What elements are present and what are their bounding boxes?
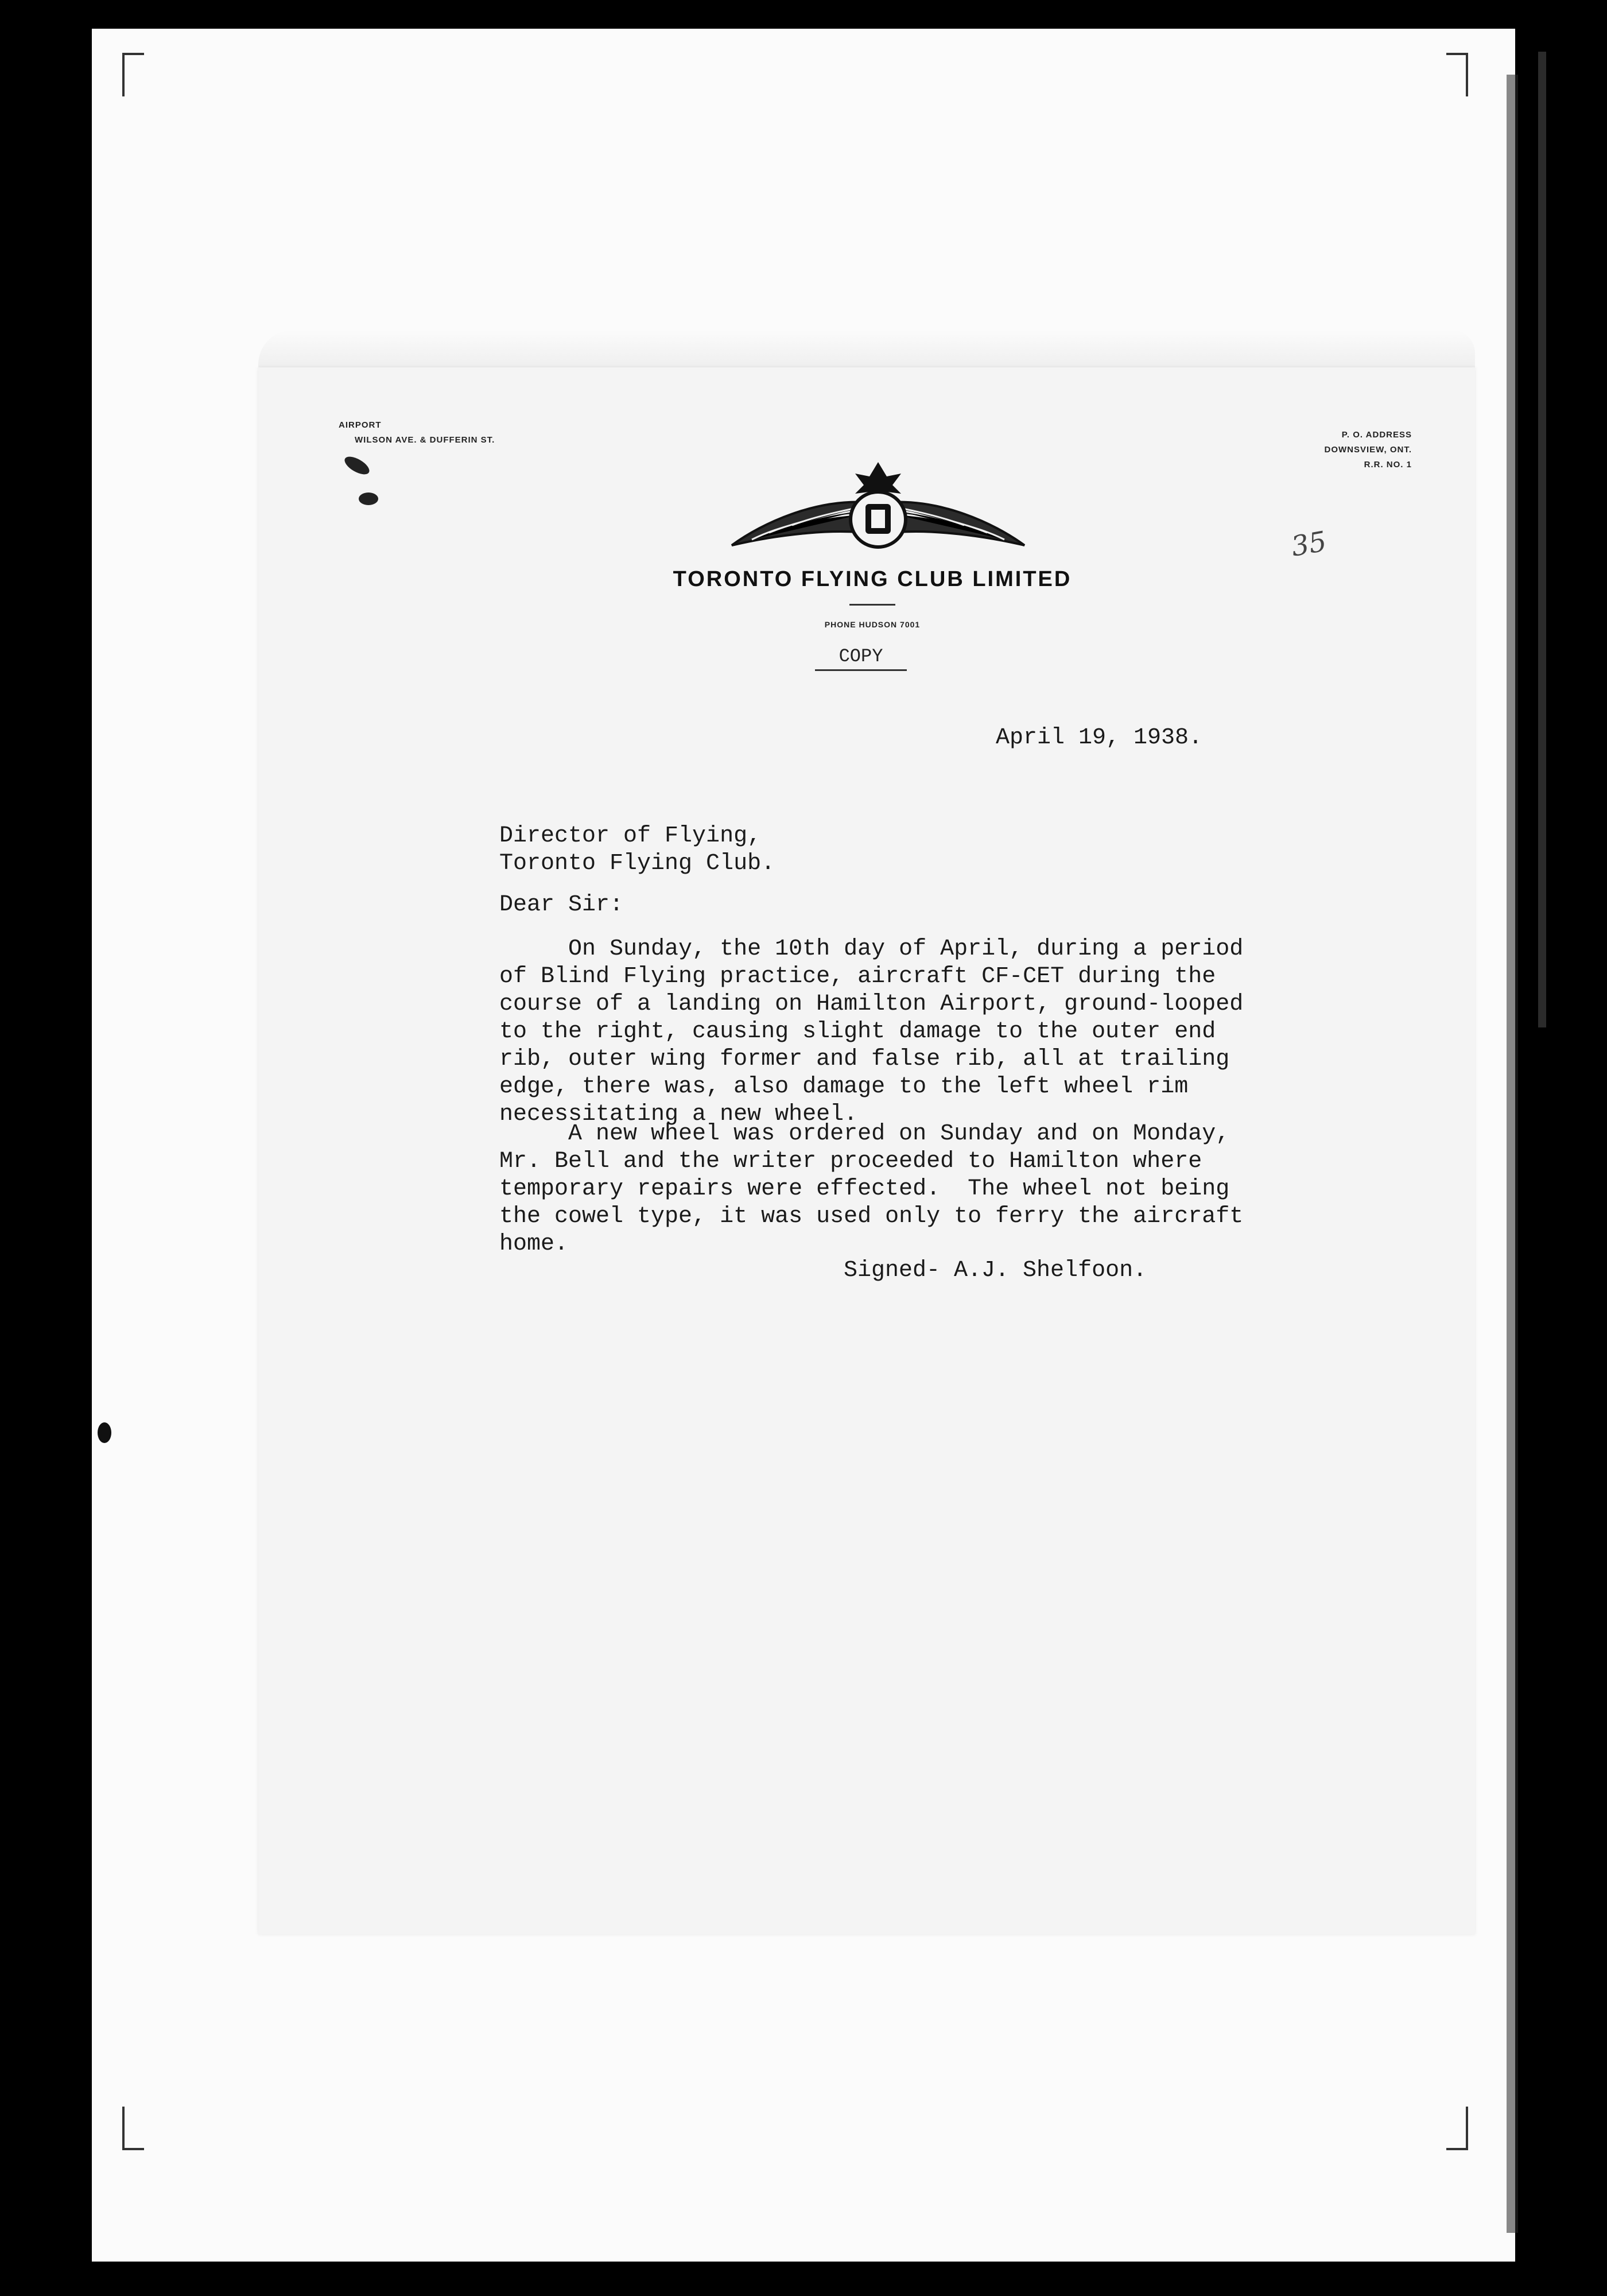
- body-line: the cowel type, it was used only to ferry the aircraft: [499, 1204, 1244, 1230]
- body-line: necessitating a new wheel.: [499, 1102, 858, 1127]
- body-line: temporary repairs were effected. The wheel not being: [499, 1176, 1230, 1202]
- body-line: On Sunday, the 10th day of April, during a period: [499, 936, 1244, 962]
- letter-date: April 19, 1938.: [996, 725, 1203, 751]
- signature-line: Signed- A.J. Shelfoon.: [844, 1258, 1147, 1283]
- salutation: Dear Sir:: [499, 892, 624, 918]
- copy-label: COPY: [815, 646, 907, 671]
- airport-address: [339, 418, 495, 448]
- airport-label: AIRPORT: [339, 420, 382, 430]
- winged-crest-icon: [729, 459, 1027, 557]
- body-paragraph-1: [499, 936, 1243, 1128]
- po-line2: R.R. NO. 1: [1364, 460, 1412, 470]
- crop-mark-top-right: [1446, 53, 1468, 96]
- recipient-line: Toronto Flying Club.: [499, 851, 775, 876]
- body-line: rib, outer wing former and false rib, all at trailing: [499, 1046, 1230, 1072]
- club-name: TORONTO FLYING CLUB LIMITED: [673, 567, 1072, 591]
- ink-smudge: [359, 492, 378, 505]
- sheet-edge-shadow: [1507, 75, 1518, 2233]
- crop-mark-bottom-right: [1446, 2107, 1468, 2150]
- body-line: edge, there was, also damage to the left wheel rim: [499, 1074, 1189, 1100]
- body-line: to the right, causing slight damage to the outer end: [499, 1019, 1216, 1045]
- body-line: A new wheel was ordered on Sunday and on Monday,: [499, 1121, 1230, 1147]
- body-line: home.: [499, 1231, 569, 1257]
- po-line1: DOWNSVIEW, ONT.: [1324, 445, 1412, 455]
- club-phone: PHONE HUDSON 7001: [824, 620, 921, 629]
- airport-street: WILSON AVE. & DUFFERIN ST.: [355, 435, 495, 445]
- crop-mark-top-left: [122, 53, 144, 96]
- body-line: of Blind Flying practice, aircraft CF-CET during the: [499, 964, 1216, 990]
- recipient-block: [499, 823, 775, 878]
- ink-smudge: [98, 1422, 111, 1443]
- crop-mark-bottom-left: [122, 2107, 144, 2150]
- body-line: course of a landing on Hamilton Airport, ground-looped: [499, 991, 1244, 1017]
- po-address: [1222, 428, 1412, 472]
- pencil-annotation: 35: [1288, 525, 1329, 563]
- po-label: P. O. ADDRESS: [1341, 430, 1412, 440]
- body-line: Mr. Bell and the writer proceeded to Hamilton where: [499, 1149, 1202, 1174]
- body-paragraph-2: [499, 1120, 1243, 1258]
- letterhead-rule: [849, 604, 895, 606]
- scan-streak: [1538, 52, 1546, 1027]
- recipient-line: Director of Flying,: [499, 823, 762, 849]
